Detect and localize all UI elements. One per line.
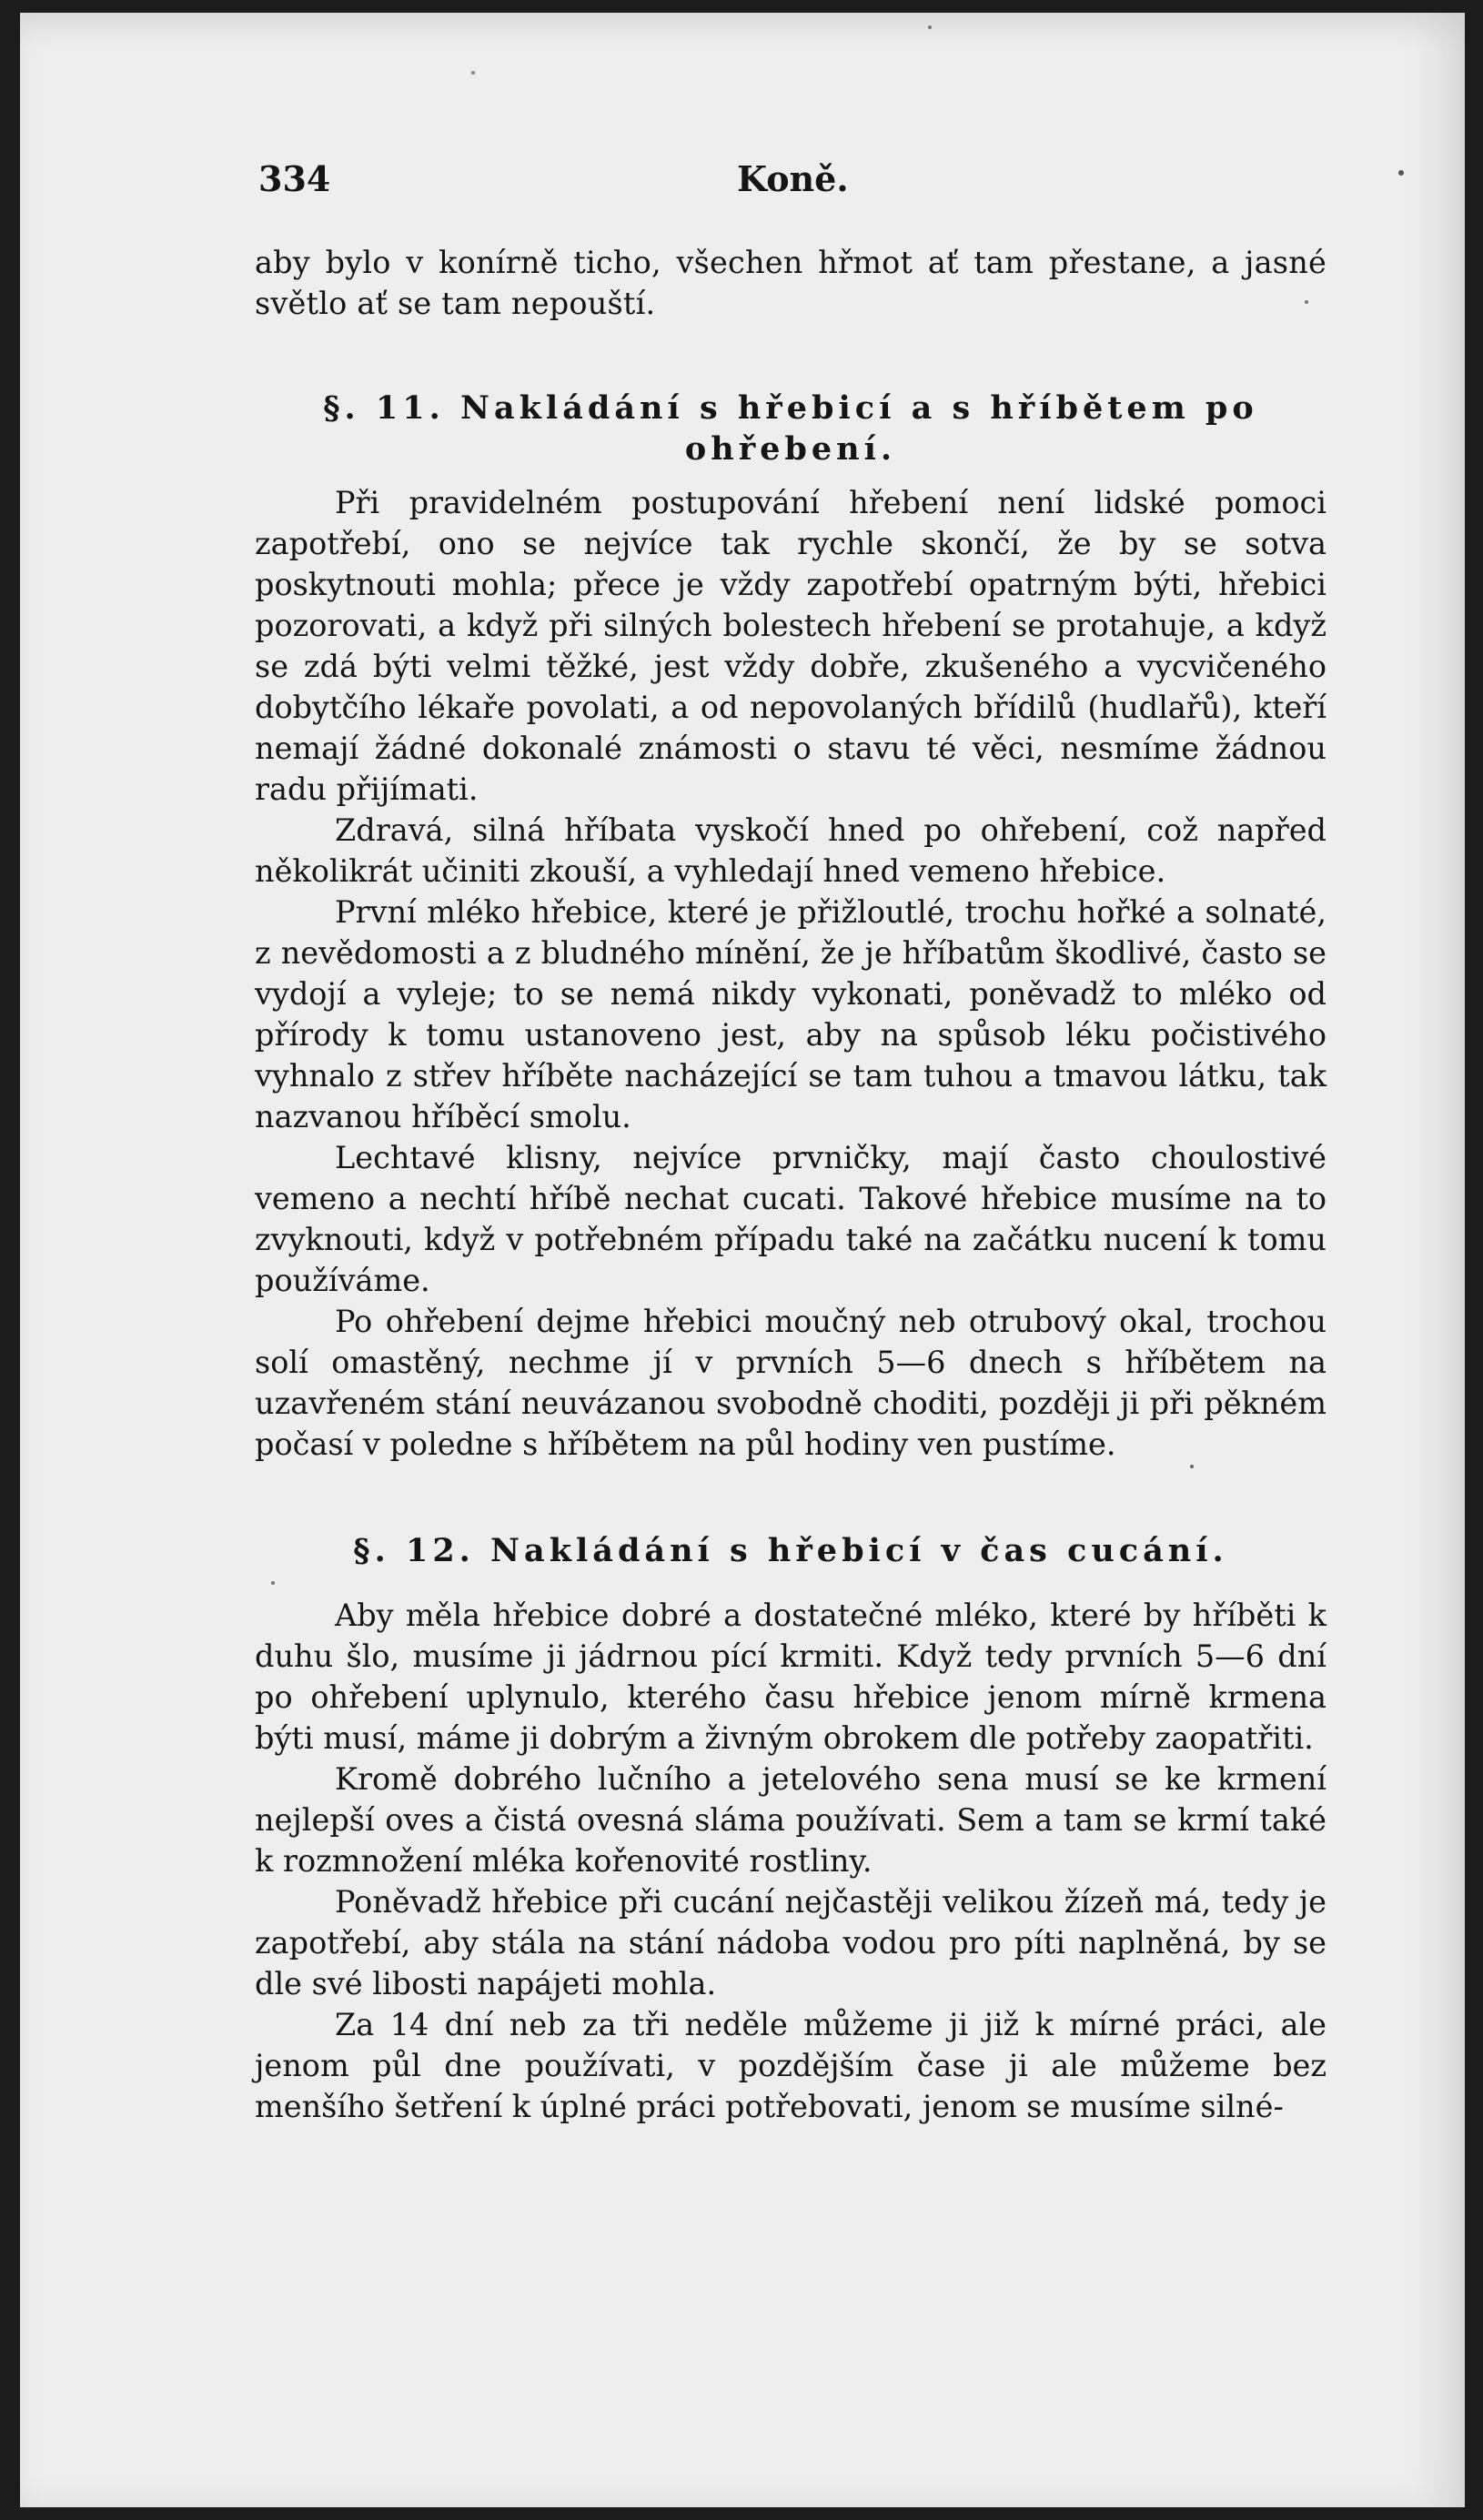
section-11-heading: §. 11. Nakládání s hřebicí a s hříbětem po ohřebení. bbox=[323, 389, 1258, 468]
paragraph: Lechtavé klisny, nejvíce prvničky, mají často choulostivé vemeno a nechtí hříbě nechat cucati. Takové hřebice musíme na to zvyknouti, když v potřebném případu také na začátku nucení k tomu používáme. bbox=[255, 1140, 1327, 1298]
paragraph: Kromě dobrého lučního a jetelového sena musí se ke krmení nejlepší oves a čistá ovesná sláma používati. Sem a tam se krmí také k rozmnožení mléka kořenovité rostliny. bbox=[255, 1761, 1327, 1879]
book-page bbox=[20, 13, 1465, 2507]
paragraph: Při pravidelném postupování hřebení není lidské pomoci zapotřebí, ono se nejvíce tak rychle skončí, že by se sotva poskytnouti mohla; přece je vždy zapotřebí opatrným býti, hřebici pozorovati, a když při silných bolestech hřebení se protahuje, a když se zdá býti velmi těžké, jest vždy dobře, zkušeného a vycvičeného dobytčího lékaře povolati, a od nepovolaných břídilů (hudlařů), kteří nemají žádné dokonalé známosti o stavu té věci, nesmíme žádnou radu přijímati. bbox=[255, 485, 1327, 807]
paragraph: Po ohřebení dejme hřebici moučný neb otrubový okal, trochou solí omastěný, nechme jí v prvních 5—6 dnech s hříbětem na uzavřeném stání neuvázanou svobodně choditi, později ji při pěkném počasí v poledne s hříbětem na půl hodiny ven pustíme. bbox=[255, 1304, 1327, 1462]
paragraph: Zdravá, silná hříbata vyskočí hned po ohřebení, což napřed několikrát učiniti zkouší, a vyhledají hned vemeno hřebice. bbox=[255, 812, 1327, 889]
running-head bbox=[255, 158, 1327, 204]
continued-paragraph: aby bylo v konírně ticho, všechen hřmot ať tam přestane, a jasné světlo ať se tam nepouští. bbox=[255, 245, 1327, 321]
paragraph: Za 14 dní neb za tři neděle můžeme ji již k mírné práci, ale jenom půl dne používati, v pozdějším čase ji ale můžeme bez menšího šetření k úplné práci potřebovati, jenom se musíme silné- bbox=[255, 2007, 1327, 2124]
paragraph: Aby měla hřebice dobré a dostatečné mléko, které by hříběti k duhu šlo, musíme ji jádrnou pící krmiti. Když tedy prvních 5—6 dní po ohřebení uplynulo, kterého času hřebice jenom mírně krmena býti musí, máme ji dobrým a živným obrokem dle potřeby zaopatřiti. bbox=[255, 1598, 1327, 1756]
section-12-heading: §. 12. Nakládání s hřebicí v čas cucání. bbox=[353, 1532, 1228, 1569]
running-title: Koně. bbox=[737, 158, 849, 199]
page-number: 334 bbox=[258, 158, 331, 199]
page-content bbox=[255, 242, 1327, 2127]
paragraph: Poněvadž hřebice při cucání nejčastěji velikou žízeň má, tedy je zapotřebí, aby stála na stání nádoba vodou pro píti naplněná, by se dle své libosti napájeti mohla. bbox=[255, 1884, 1327, 2001]
paragraph: První mléko hřebice, které je přižloutlé, trochu hořké a solnaté, z nevědomosti a z bludného mínění, že je hříbatům škodlivé, často se vydojí a vyleje; to se nemá nikdy vykonati, poněvadž to mléko od přírody k tomu ustanoveno jest, aby na spůsob léku počistivého vyhnalo z střev hříběte nacházející se tam tuhou a tmavou látku, tak nazvanou hříběcí smolu. bbox=[255, 894, 1327, 1134]
